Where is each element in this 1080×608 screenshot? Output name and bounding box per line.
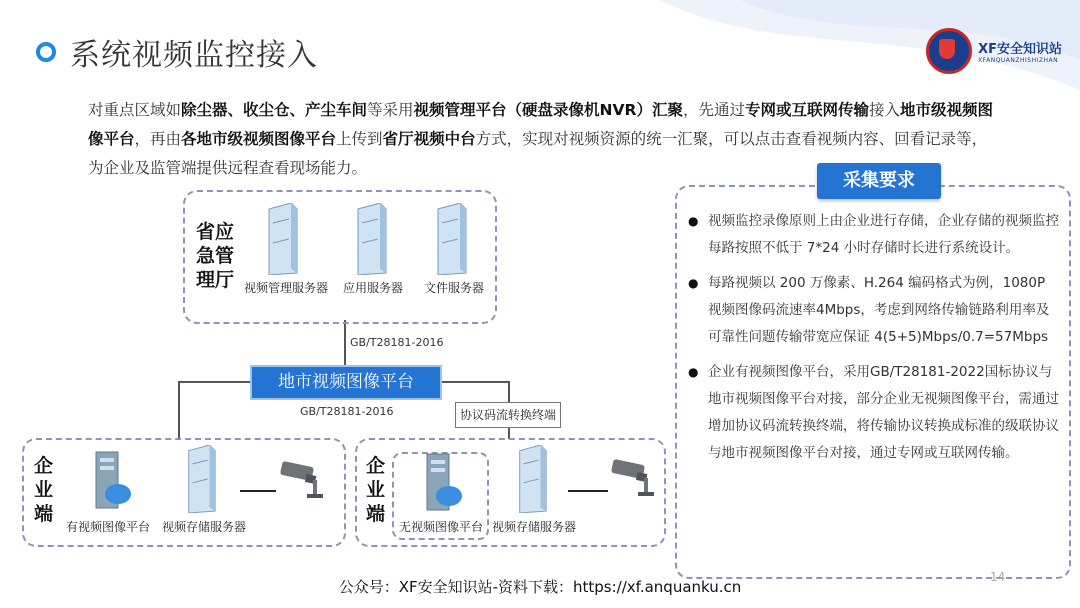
- logo-name: XF安全知识站: [978, 42, 1062, 57]
- bullet-dot-icon: ●: [688, 365, 699, 379]
- connector-line: [178, 381, 250, 383]
- camera-link: [568, 490, 608, 492]
- intro-paragraph: 对重点区域如除尘器、收尘仓、产尘车间等采用视频管理平台（硬盘录像机NVR）汇聚，先通过专网或互联网传输接入地市级视频图像平台，再由各地市级视频图像平台上传到省厅视频中台方式，实现对视频资源的统一汇聚，可以点击查看视频内容、回看记录等，为企业及监管端提供远程查看现场能力。: [88, 101, 994, 177]
- protocol-converter-node: 协议码流转换终端: [455, 402, 561, 428]
- with-platform-label: 有视频图像平台: [66, 520, 151, 534]
- without-platform-label: 无视频图像平台: [399, 520, 484, 534]
- logo-badge-icon: [926, 28, 972, 74]
- standard-label-mid: GB/T28181-2016: [300, 405, 394, 418]
- logo: [926, 28, 1062, 74]
- connector-line: [344, 320, 346, 366]
- server-rack-icon: [352, 203, 390, 275]
- slide-header: [36, 30, 318, 74]
- footer-text: 公众号：XF安全知识站-资料下载：https://xf.anquanku.cn: [338, 578, 742, 596]
- file-server-label: 文件服务器: [424, 281, 485, 295]
- slide-title: 系统视频监控接入: [70, 38, 318, 73]
- enterprise-label: 企 业 端: [366, 455, 386, 525]
- storage-server-label: 视频存储服务器: [492, 520, 577, 534]
- requirements-title: 采集要求: [817, 163, 941, 199]
- camera-icon: [277, 458, 325, 500]
- logo-subtitle: XFANQUANZHISHIZHAN: [978, 57, 1059, 64]
- requirement-item: ● 视频监控录像原则上由企业进行存储，企业存储的视频监控每路按照不低于 7*24 小时存储时长进行系统设计。: [688, 208, 1060, 262]
- title-bullet-icon: [36, 42, 56, 62]
- server-rack-icon: [432, 203, 470, 275]
- nvr-cloud-icon: [92, 450, 132, 512]
- province-label: 省应 急管 理厅: [196, 221, 235, 291]
- connector-line: [178, 381, 180, 439]
- camera-link: [240, 490, 276, 492]
- bullet-dot-icon: ●: [688, 214, 699, 228]
- standard-label-top: GB/T28181-2016: [350, 336, 444, 349]
- requirement-item: ● 企业有视频图像平台，采用GB/T28181-2022国标协议与地市视频图像平台对接，部分企业无视频图像平台，需通过增加协议码流转换终端，将传输协议转换成标准的级联协议与地市视频图像平台对接，通过专网或互联网传输。: [688, 359, 1060, 467]
- city-platform-node: 地市视频图像平台: [250, 365, 442, 400]
- requirement-item: ● 每路视频以 200 万像素、H.264 编码格式为例，1080P 视频图像码流速率4Mbps，考虑到网络传输链路利用率及可靠性问题传输带宽应保证 4(5+5)Mbps/0.7=57Mbps: [688, 270, 1060, 351]
- camera-icon: [608, 456, 656, 498]
- app-server-label: 应用服务器: [343, 281, 404, 295]
- enterprise-label: 企 业 端: [34, 455, 54, 525]
- nvr-cloud-icon: [423, 452, 463, 514]
- bullet-dot-icon: ●: [688, 276, 699, 290]
- video-mgmt-server-label: 视频管理服务器: [244, 281, 329, 295]
- connector-line: [438, 381, 510, 383]
- server-rack-icon: [514, 445, 550, 513]
- server-rack-icon: [183, 445, 219, 513]
- storage-server-label: 视频存储服务器: [162, 520, 247, 534]
- requirements-list: [688, 208, 1060, 475]
- page-number: 14: [990, 570, 1006, 584]
- server-rack-icon: [263, 203, 301, 275]
